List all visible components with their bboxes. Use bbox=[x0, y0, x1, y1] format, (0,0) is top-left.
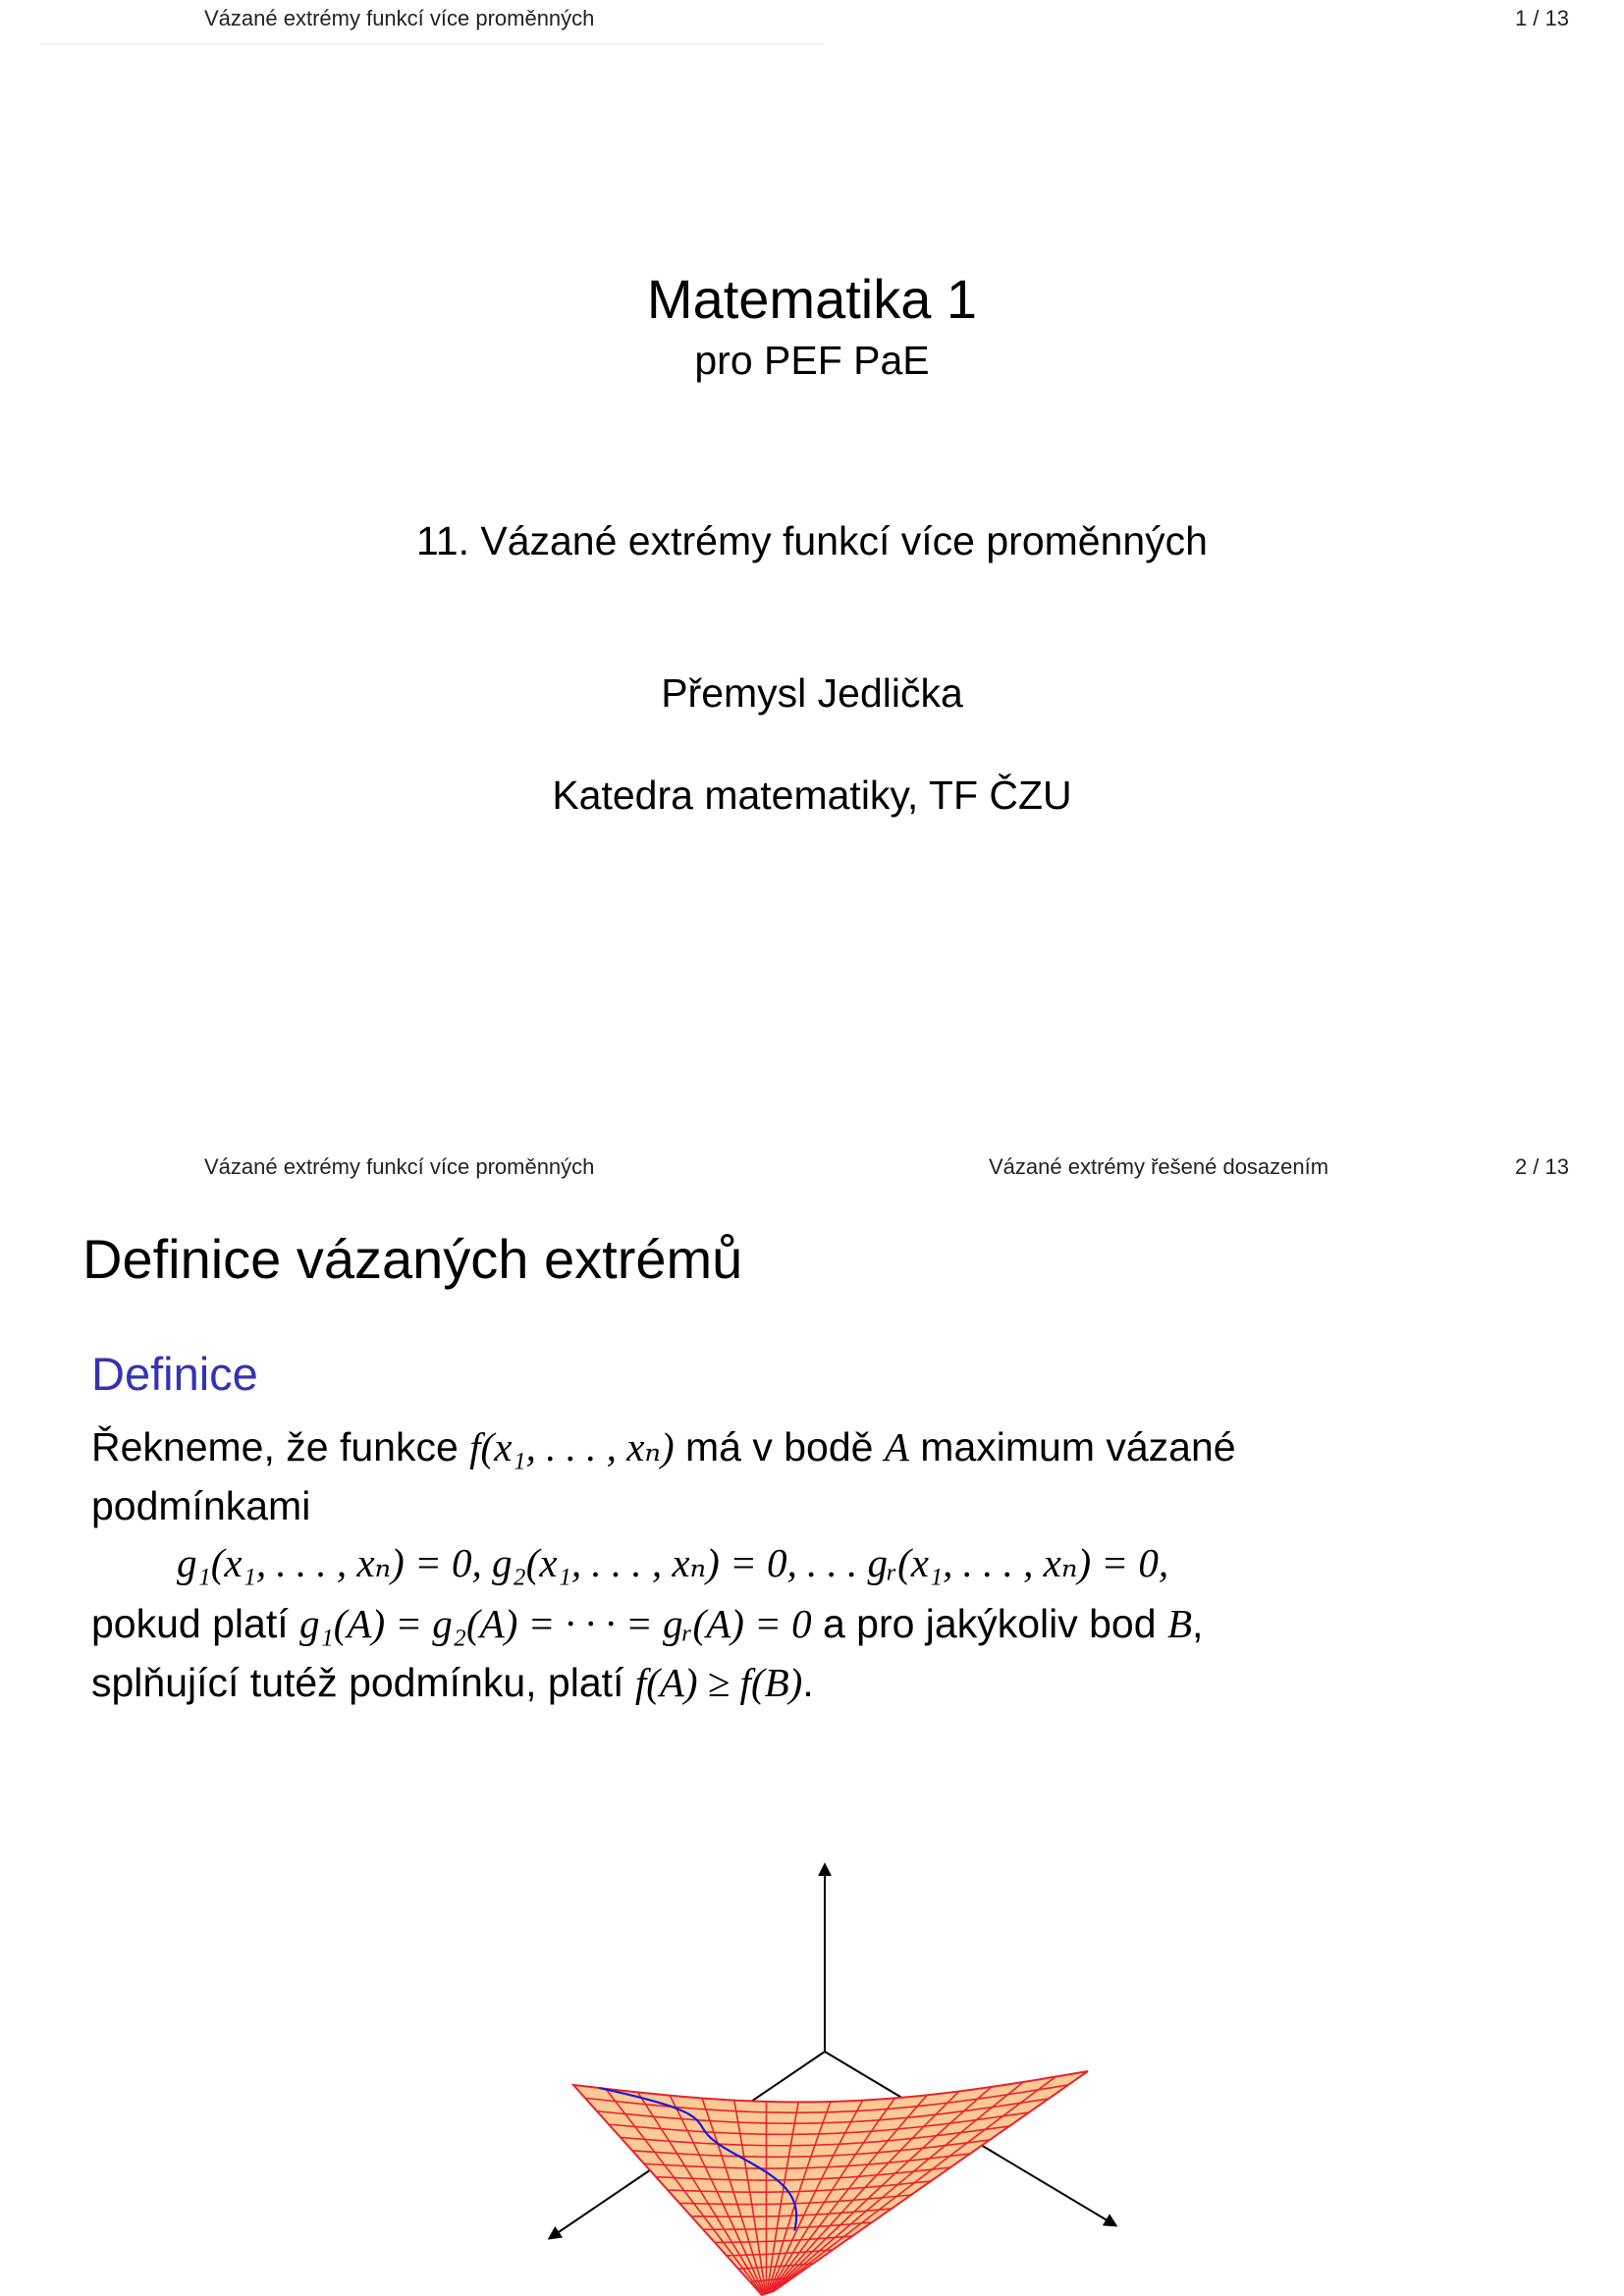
chapter-title: 11. Vázané extrémy funkcí více proměnných bbox=[416, 518, 1208, 563]
slide-header-section: Vázané extrémy řešené dosazením bbox=[989, 1154, 1329, 1179]
constraint-equations: g₁(x₁, . . . , xₙ) = 0, g₂(x₁, . . . , xₙ) = 0, . . . gᵣ(x₁, . . . , xₙ) = 0, bbox=[177, 1540, 1169, 1585]
math-args: (x₁, . . . , xₙ) bbox=[480, 1424, 675, 1469]
header-divider bbox=[39, 43, 825, 45]
institute: Katedra matematiky, TF ČZU bbox=[552, 773, 1072, 818]
saddle-surface bbox=[573, 2071, 1088, 2295]
definition-line-5 bbox=[91, 1653, 814, 1712]
page-number: 2 / 13 bbox=[1514, 1154, 1569, 1179]
text-segment: pokud platí bbox=[91, 1601, 299, 1646]
slide-header-left: Vázané extrémy funkcí více proměnných bbox=[204, 1154, 595, 1179]
slide-2 bbox=[0, 1148, 1624, 2296]
frame-title: Definice vázaných extrémů bbox=[82, 1228, 743, 1290]
text-segment: splňující tutéž podmínku, platí bbox=[91, 1660, 635, 1705]
text-segment: . bbox=[802, 1660, 814, 1705]
title: Matematika 1 bbox=[646, 268, 978, 330]
slide-header-left: Vázané extrémy funkcí více proměnných bbox=[204, 6, 595, 30]
text-segment: Řekneme, že funkce bbox=[91, 1424, 470, 1469]
math-point-a: A bbox=[884, 1424, 909, 1469]
text-segment: , bbox=[1191, 1601, 1204, 1646]
definition-line-4 bbox=[91, 1594, 1203, 1653]
text-segment: a pro jakýkoliv bod bbox=[811, 1601, 1167, 1646]
math-f: f bbox=[469, 1424, 481, 1469]
subtitle: pro PEF PaE bbox=[694, 338, 930, 383]
author: Přemysl Jedlička bbox=[661, 670, 963, 716]
saddle-surface-figure bbox=[530, 1757, 1139, 2296]
definition-line-1 bbox=[91, 1417, 1236, 1476]
math-constraint-equality: g₁(A) = g₂(A) = · · · = gᵣ(A) = 0 bbox=[299, 1601, 812, 1646]
text-segment: maximum vázané bbox=[908, 1424, 1236, 1469]
block-title: Definice bbox=[91, 1348, 258, 1400]
text-segment: má v bodě bbox=[674, 1424, 885, 1469]
definition-line-2: podmínkami bbox=[91, 1483, 311, 1528]
page-number: 1 / 13 bbox=[1514, 6, 1569, 30]
math-point-b: B bbox=[1166, 1601, 1192, 1646]
math-inequality: f(A) ≥ f(B) bbox=[634, 1660, 803, 1705]
